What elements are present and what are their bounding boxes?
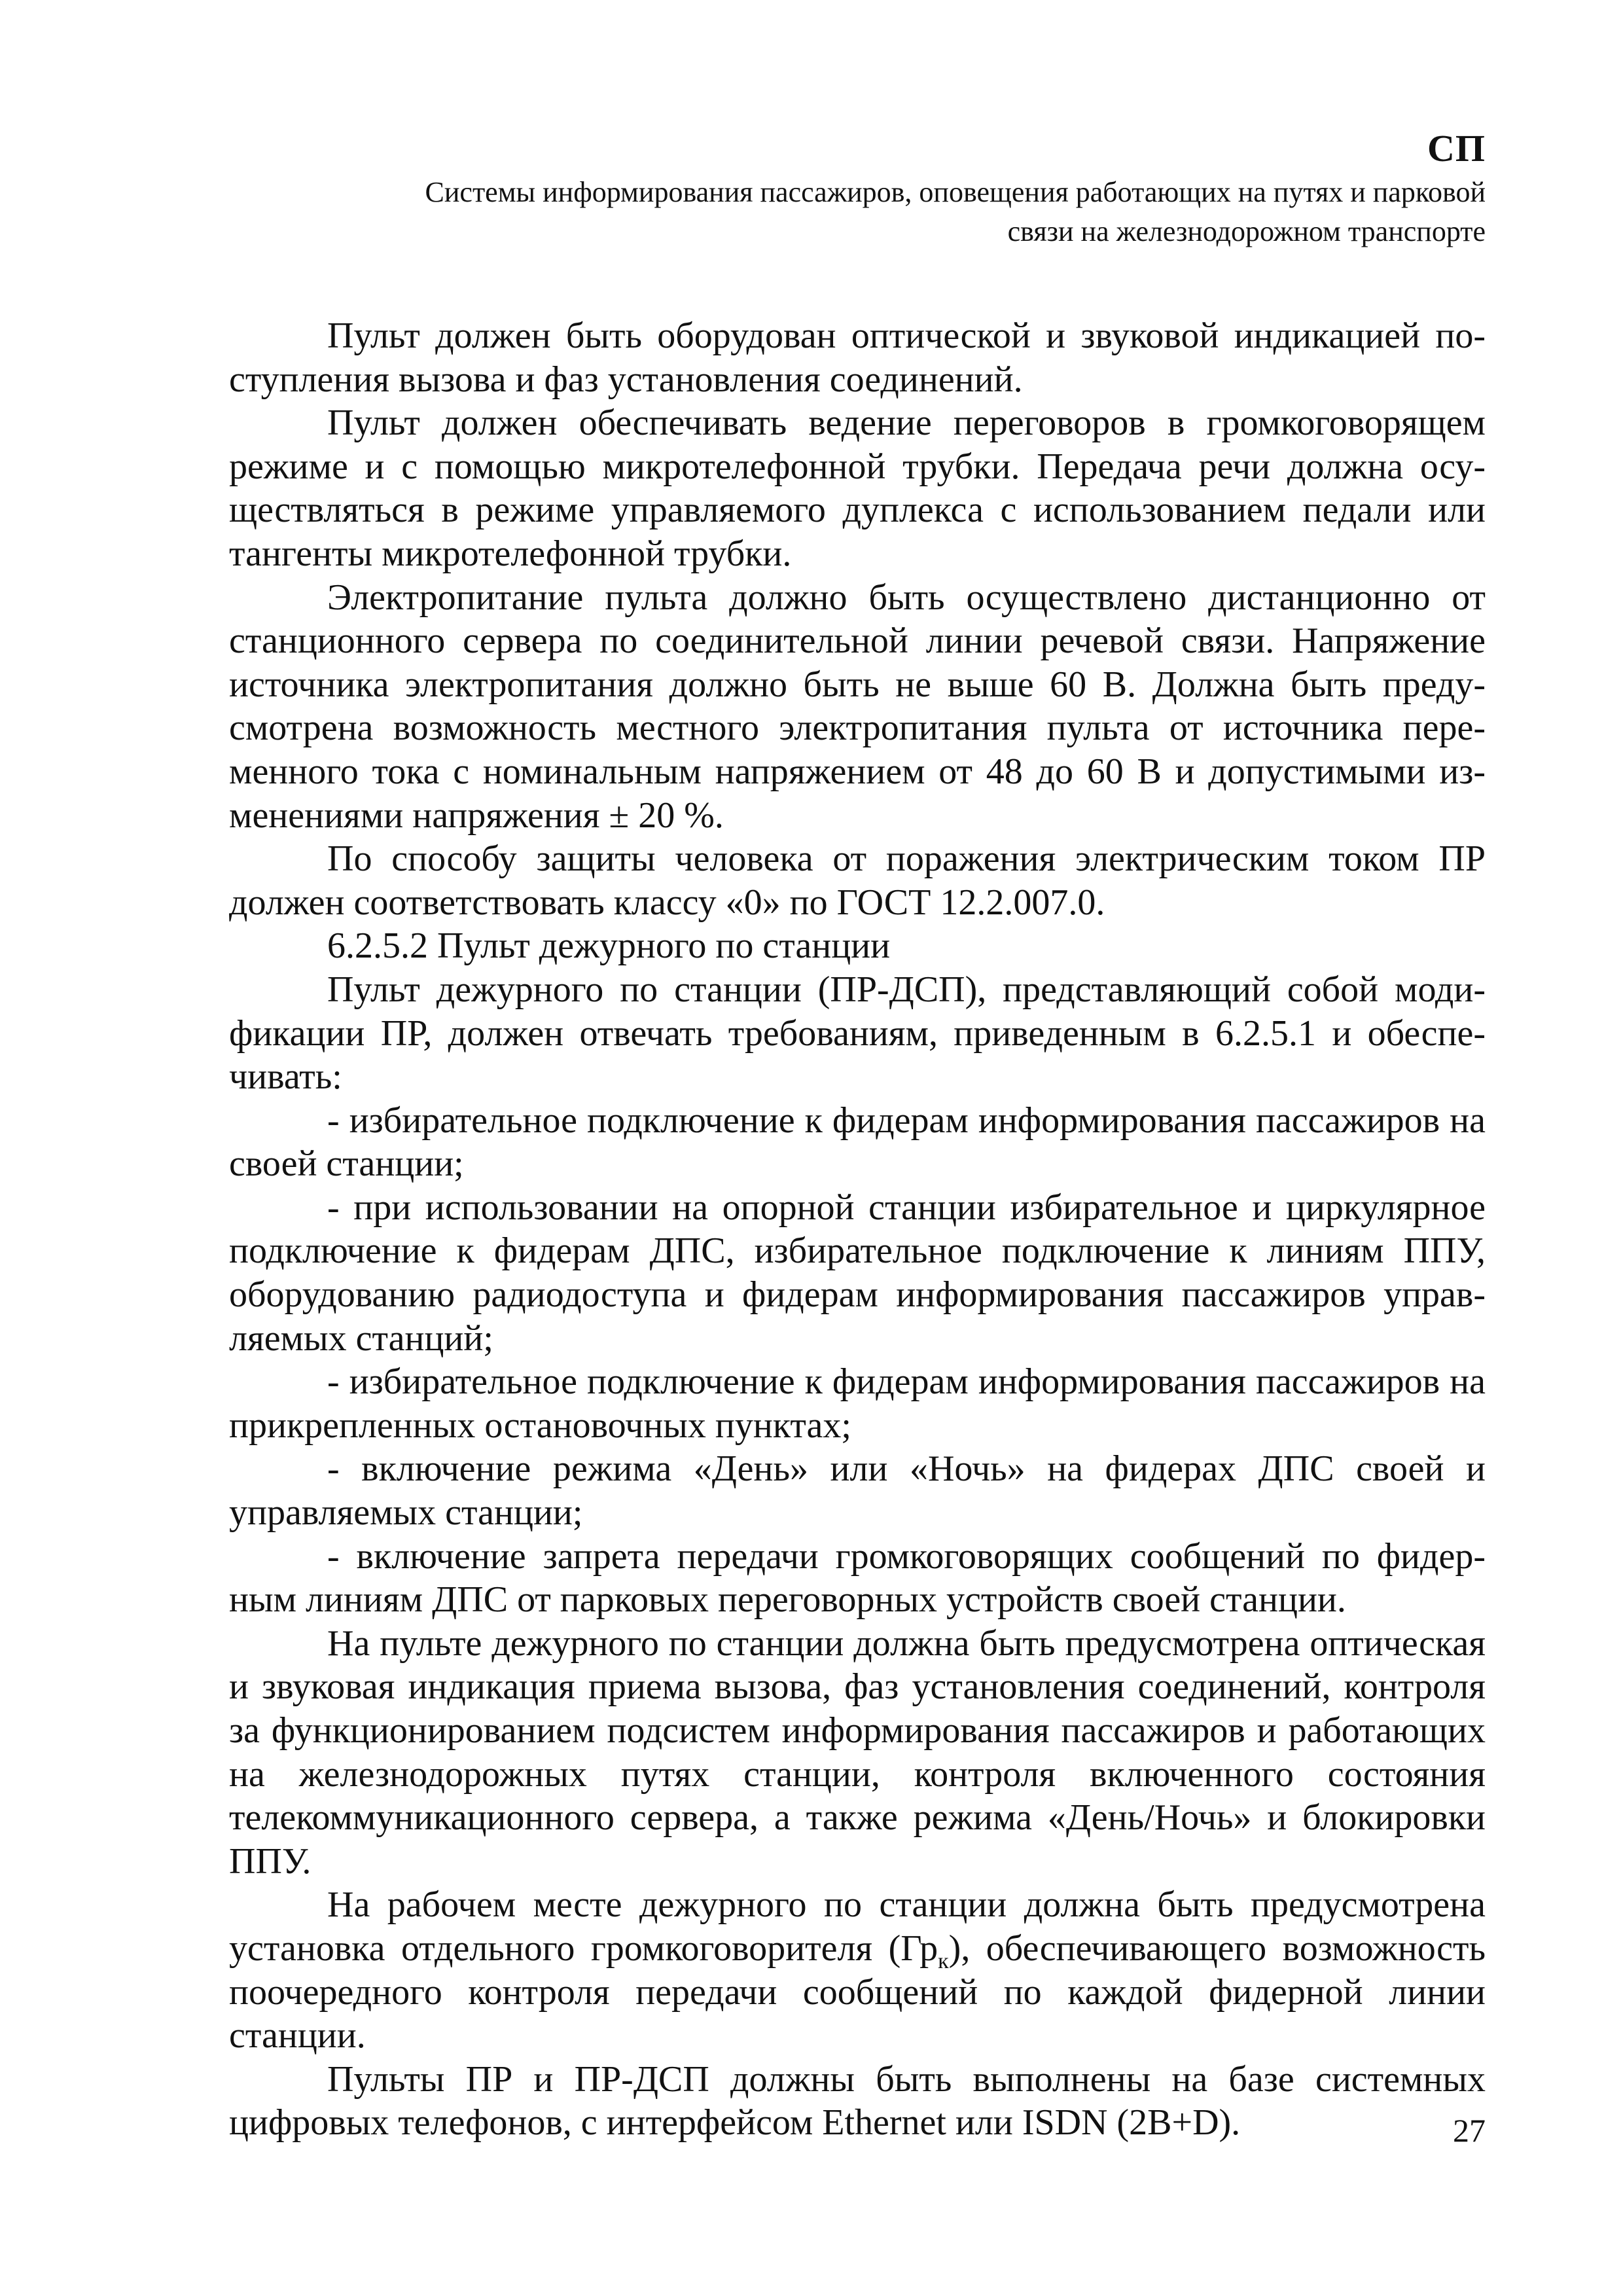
paragraph	[229, 1883, 1486, 2057]
paragraph: Пульты ПР и ПР-ДСП должны быть выполнены на базе системных цифровых телефонов, с интерфейсом Ethernet или ISDN (2B+D).	[229, 2058, 1486, 2144]
page-number: 27	[1453, 2112, 1486, 2149]
page-header	[124, 124, 1486, 251]
paragraph: Пульт дежурного по станции (ПР-ДСП), представляющий собой модификации ПР, должен отвечать требованиям, приведенным в 6.2.5.1 и обеспечивать:	[229, 969, 1486, 1098]
subscript-k: к	[938, 1949, 949, 1974]
list-item: - избирательное подключение к фидерам информирования пассажиров на прикрепленных остановочных пунктах;	[229, 1361, 1486, 1446]
paragraph-text-before: На рабочем месте дежурного по станции должна быть предусмотрена установка отдельного громкоговорителя (Гр	[229, 1884, 1486, 1969]
paragraph: На пульте дежурного по станции должна быть предусмотрена оптическая и звуковая индикация приема вызова, фаз установления соединений, контроля за функционированием подсистем информирования пассажиров и работающих на железнодорожных путях станции, контроля включенного состояния телекоммуникационного сервера, а также режима «День/Ночь» и блокировки ППУ.	[229, 1623, 1486, 1882]
document-title-line-2: связи на железнодорожном транспорте	[1007, 215, 1486, 247]
paragraph: Электропитание пульта должно быть осуществлено дистанционно от станционного сервера по соединительной линии речевой связи. Напряжение источника электропитания должно быть не выше 60 В. Должна быть предусмотрена возможность местного электропитания пульта от источника переменного тока с номинальным напряжением от 48 до 60 В и допустимыми изменениями напряжения ± 20 %.	[229, 577, 1486, 836]
paragraph-text-after: ), обеспечивающего возможность поочередного контроля передачи сообщений по каждой фидерной линии станции.	[229, 1928, 1486, 2056]
document-title-line-1: Системы информирования пассажиров, оповещения работающих на путях и парковой	[425, 176, 1486, 208]
body-text	[229, 314, 1486, 2145]
list-item: - включение режима «День» или «Ночь» на фидерах ДПС своей и управляемых станции;	[229, 1448, 1486, 1534]
paragraph: По способу защиты человека от поражения электрическим током ПР должен соответствовать классу «0» по ГОСТ 12.2.007.0.	[229, 838, 1486, 923]
list-item: - включение запрета передачи громкоговорящих сообщений по фидерным линиям ДПС от парковых переговорных устройств своей станции.	[229, 1535, 1486, 1621]
paragraph: Пульт должен быть оборудован оптической и звуковой индикацией поступления вызова и фаз установления соединений.	[229, 315, 1486, 400]
list-item: - избирательное подключение к фидерам информирования пассажиров на своей станции;	[229, 1100, 1486, 1185]
list-item: - при использовании на опорной станции избирательное и циркулярное подключение к фидерам ДПС, избирательное подключение к линиям ППУ, оборудованию радиодоступа и фидерам информирования пассажиров управляемых станций;	[229, 1187, 1486, 1359]
section-heading: 6.2.5.2 Пульт дежурного по станции	[327, 925, 891, 967]
paragraph: Пульт должен обеспечивать ведение переговоров в громкоговорящем режиме и с помощью микротелефонной трубки. Передача речи должна осуществляться в режиме управляемого дуплекса с использованием педали или тангенты микротелефонной трубки.	[229, 403, 1486, 574]
document-code: СП	[1427, 127, 1486, 170]
